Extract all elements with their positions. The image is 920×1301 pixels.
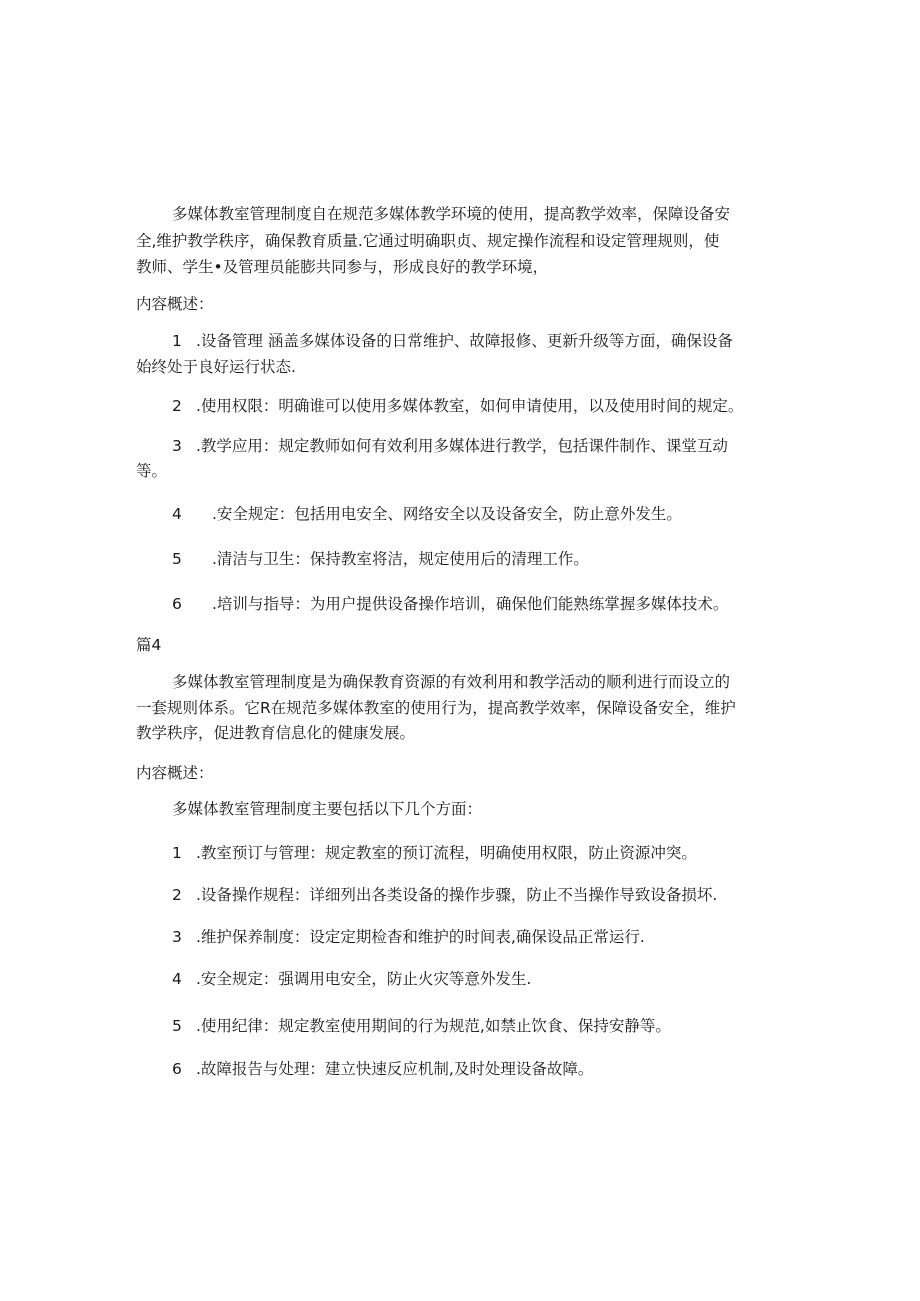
list-item-text: .培训与指导：为用户提供设备操作培训，确保他们能熟练掌握多媒体技术。 — [212, 595, 729, 613]
list-item-number: 5 — [172, 550, 182, 568]
intro-paragraph-line: 全,维护教学秩序，确保教育质量.它通过明确职贞、规定操作流程和设定管理规则，使 — [136, 232, 720, 250]
list-item-text: .教学应用：规定教师如何有效利用多媒体进行教学，包括课件制作、课堂互动 — [196, 437, 728, 455]
list-item-number: 1 — [172, 844, 182, 862]
list-item-number: 3 — [172, 437, 182, 455]
intro-paragraph-line: 多媒体教室管理制度自在规范多媒体教学环境的使用，提高教学效率，保障设备安 — [172, 205, 731, 223]
list-item-text: .清洁与卫生：保持教室将洁，规定使用后的清理工作。 — [212, 550, 589, 568]
intro-paragraph-line: 多媒体教室管理制度是为确保教育资源的有效利用和教学活动的顺利进行而设立的 — [172, 673, 731, 691]
list-item-number: 6 — [172, 595, 182, 613]
list-item-text: .使用权限：明确谁可以使用多媒体教室，如何申请使用，以及使用时间的规定。 — [196, 397, 744, 415]
overview-label: 内容概述： — [136, 295, 214, 313]
list-item-number: 5 — [172, 1017, 182, 1035]
list-item-text: .安全规定：强调用电安全，防止火灾等意外发生. — [196, 970, 532, 988]
list-item-number: 4 — [172, 970, 182, 988]
list-item-number: 6 — [172, 1060, 182, 1078]
list-item-number: 1 — [172, 332, 182, 350]
list-item-text: .教室预订与管理：规定教室的预订流程，明确使用权限，防止资源冲突。 — [196, 844, 697, 862]
list-item-number: 3 — [172, 928, 182, 946]
list-item-text: .故障报告与处理：建立快速反应机制,及时处理设备故障。 — [196, 1060, 594, 1078]
list-item-text: .维护保养制度：设定定期检杳和维护的时间表,确保设品正常运行. — [196, 928, 645, 946]
list-item-text: .使用纪律：规定教室使用期间的行为规范,如禁止饮食、保持安静等。 — [196, 1017, 671, 1035]
intro-paragraph-line: 一套规则体系。它R在规范多媒体教室的使用行为，提高教学效率，保障设备安全，维护 — [136, 699, 736, 717]
overview-label: 内容概述： — [136, 764, 214, 782]
list-item-number: 2 — [172, 886, 182, 904]
intro-paragraph-line: 教师、学生•及管理员能膨共同参与，形成良好的教学环境， — [136, 258, 549, 276]
section-heading: 篇4 — [136, 636, 162, 654]
list-item-text-continued: 等。 — [136, 462, 168, 480]
list-item-text: .安全规定：包括用电安全、网络安全以及设备安全，防止意外发生。 — [212, 505, 682, 523]
list-item-number: 2 — [172, 397, 182, 415]
list-item-text: .设备操作规程：详细列出各类设备的操作步骤，防止不当操作导致设备损坏. — [196, 886, 718, 904]
overview-subtitle: 多媒体教室管理制度主要包括以下几个方面： — [172, 800, 483, 818]
intro-paragraph-line: 教学秩序，促进教育信息化的健康发展。 — [136, 724, 416, 742]
list-item-text-continued: 始终处于良好运行状态. — [136, 358, 296, 376]
list-item-text: .设备管理 涵盖多媒体设备的日常维护、故障报修、更新升级等方面，确保设备 — [196, 332, 733, 350]
list-item-number: 4 — [172, 505, 182, 523]
